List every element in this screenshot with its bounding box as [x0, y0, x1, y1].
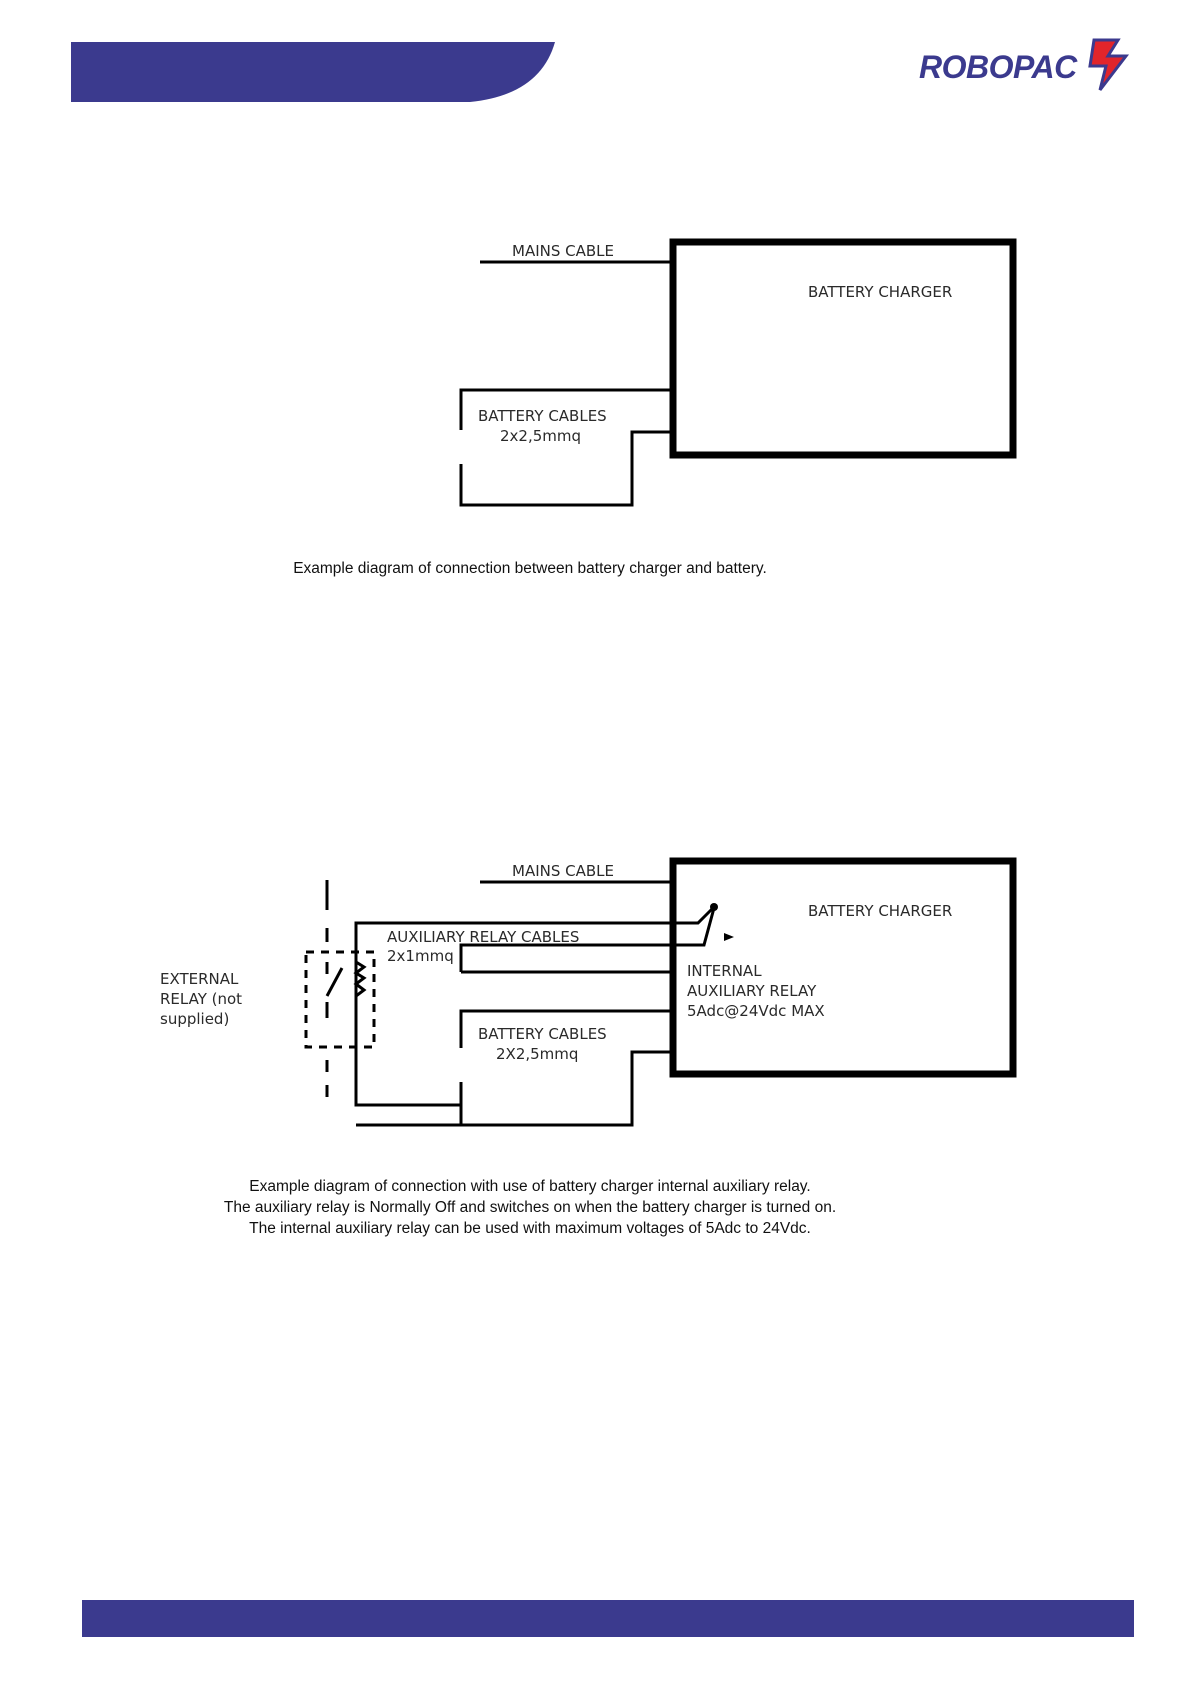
- caption-line-1: Example diagram of connection with use of battery charger internal auxiliary relay.: [249, 1178, 811, 1195]
- external-relay-label-1: EXTERNAL: [160, 970, 239, 988]
- external-relay-switch: [327, 968, 342, 996]
- mains-cable-label: MAINS CABLE: [512, 862, 614, 880]
- external-relay-label-2: RELAY (not: [160, 990, 243, 1008]
- battery-cables-label: BATTERY CABLES: [478, 407, 607, 425]
- battery-charger-label: BATTERY CHARGER: [808, 283, 953, 301]
- footer-band: [82, 1600, 1134, 1637]
- battery-charger-box: [673, 242, 1013, 455]
- lightning-bolt-icon: [1090, 40, 1126, 90]
- internal-relay-label-1: INTERNAL: [687, 962, 762, 980]
- battery-charger-label: BATTERY CHARGER: [808, 902, 953, 920]
- header-band: [0, 0, 560, 110]
- aux-relay-cables-spec: 2x1mmq: [387, 947, 454, 965]
- internal-relay-label-2: AUXILIARY RELAY: [687, 982, 817, 1000]
- battery-cables-spec: 2X2,5mmq: [496, 1045, 579, 1063]
- battery-cables-spec: 2x2,5mmq: [500, 427, 582, 445]
- mains-cable-label: MAINS CABLE: [512, 242, 614, 260]
- diagram2-caption: [0, 1176, 1060, 1239]
- internal-relay-label-3: 5Adc@24Vdc MAX: [687, 1002, 825, 1020]
- diagram-auxiliary-relay: [0, 850, 1191, 1140]
- caption-line-2: The auxiliary relay is Normally Off and switches on when the battery charger is turned on.: [223, 1199, 837, 1216]
- diagram1-caption: Example diagram of connection between battery charger and battery.: [293, 560, 767, 577]
- aux-relay-cable-upper: [461, 945, 670, 972]
- battery-cables-label: BATTERY CABLES: [478, 1025, 607, 1043]
- external-relay-label-3: supplied): [160, 1010, 230, 1028]
- robopac-logo: [904, 34, 1134, 96]
- logo-text: ROBOPAC: [919, 49, 1077, 85]
- aux-relay-cables-label: AUXILIARY RELAY CABLES: [387, 928, 580, 946]
- caption-line-3: The internal auxiliary relay can be used with maximum voltages of 5Adc to 24Vdc.: [249, 1220, 811, 1237]
- diagram-charger-battery: [0, 200, 1191, 530]
- relay-arrow-icon: [724, 933, 734, 941]
